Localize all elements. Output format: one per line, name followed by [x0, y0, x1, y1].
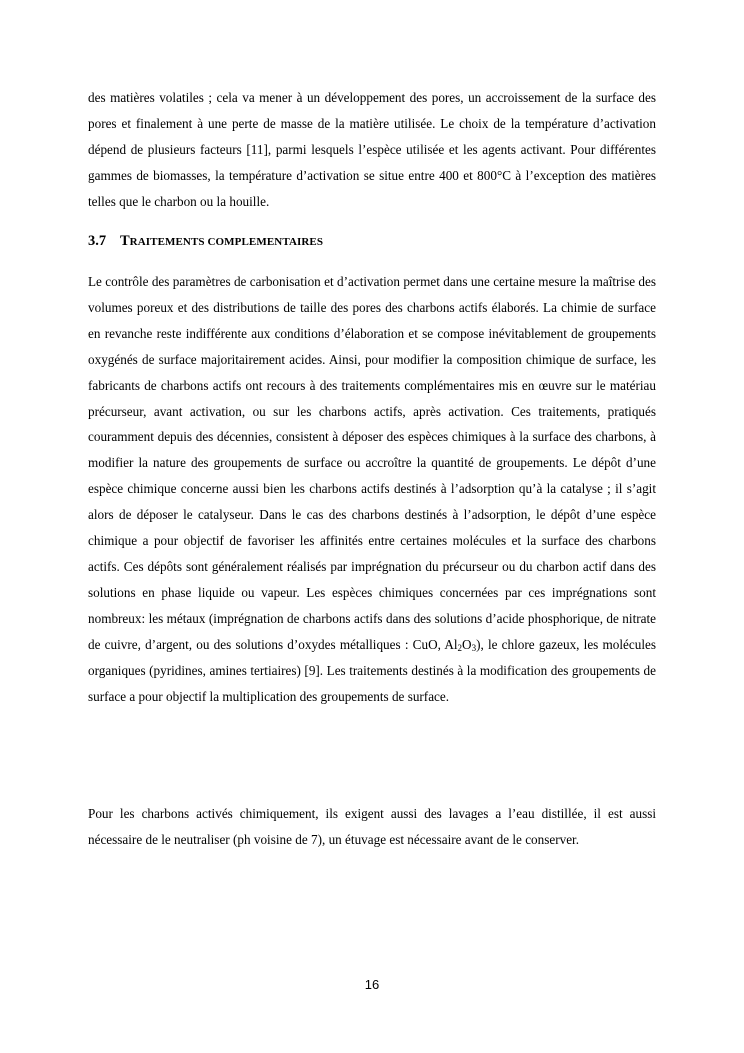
formula-oxygen: O [462, 636, 472, 652]
paragraph-chemical-activation: Pour les charbons activés chimiquement, ils exigent aussi des lavages a l’eau distillée, il est aussi nécessaire de le neutraliser (ph voisine de 7), un étuvage est nécessaire avant de le conserver. [88, 806, 656, 847]
paragraph-text-part1: Le contrôle des paramètres de carbonisation et d’activation permet dans une certaine mesure la maîtrise des volumes poreux et des distributions de taille des pores des charbons actifs élaborés. La chimie de surface en revanche reste indifférente aux conditions d’élaboration et se compose inévitablement de groupements oxygénés de surface majoritairement acides. Ainsi, pour modifier la composition chimique de surface, les fabricants de charbons actifs ont recours à des traitements complémentaires mis en œuvre sur le matériau précurseur, avant activation, ou sur les charbons actifs, après activation. Ces traitements, pratiqués couramment depuis des décennies, consistent à déposer des espèces chimiques à la surface des charbons, à modifier la nature des groupements de surface ou accroître la quantité de groupements. Le dépôt d’une espèce chimique concerne aussi bien les charbons actifs destinés à l’adsorption qu’à la catalyse ; il s’agit alors de déposer le catalyseur. Dans le cas des charbons destinés à l’adsorption, le dépôt d’une espèce chimique a pour objectif de favoriser les affinités entre certaines molécules et la surface des charbons actifs. Ces dépôts sont généralement réalisés par imprégnation du précurseur ou du charbon actif dans des solutions en phase liquide ou vapeur. Les espèces chimiques concernées par ces imprégnations sont nombreux: les métaux (imprégnation de charbons actifs dans des solutions d’acide phosphorique, de nitrate de cuivre, d’argent, ou des solutions d’oxydes métalliques : CuO, Al [88, 274, 656, 652]
section-title-initial: T [120, 233, 130, 249]
section-number: 3.7 [88, 233, 107, 249]
subscript-3: 3 [471, 642, 477, 653]
page-number: 16 [364, 977, 380, 992]
paragraph-complementary-treatments [88, 269, 656, 709]
section-heading [88, 229, 323, 254]
paragraph-activation-temperature: des matières volatiles ; cela va mener à un développement des pores, un accroissement de la surface des pores et finalement à une perte de masse de la matière utilisée. Le choix de la température d’activation dépend de plusieurs facteurs [11], parmi lesquels l’espèce utilisée et les agents activant. Pour différentes gammes de biomasses, la température d’activation se situe entre 400 et 800°C à l’exception des matières telles que le charbon ou la houille. [88, 90, 656, 209]
section-title-rest: RAITEMENTS COMPLEMENTAIRES [129, 236, 324, 248]
paragraph-text-part2: ), le chlore gazeux, les molécules organiques (pyridines, amines tertiaires) [9]. Les traitements destinés à la modification des groupements de surface a pour objectif la multiplication des groupements de surface. [88, 636, 656, 704]
subscript-2: 2 [457, 642, 463, 653]
